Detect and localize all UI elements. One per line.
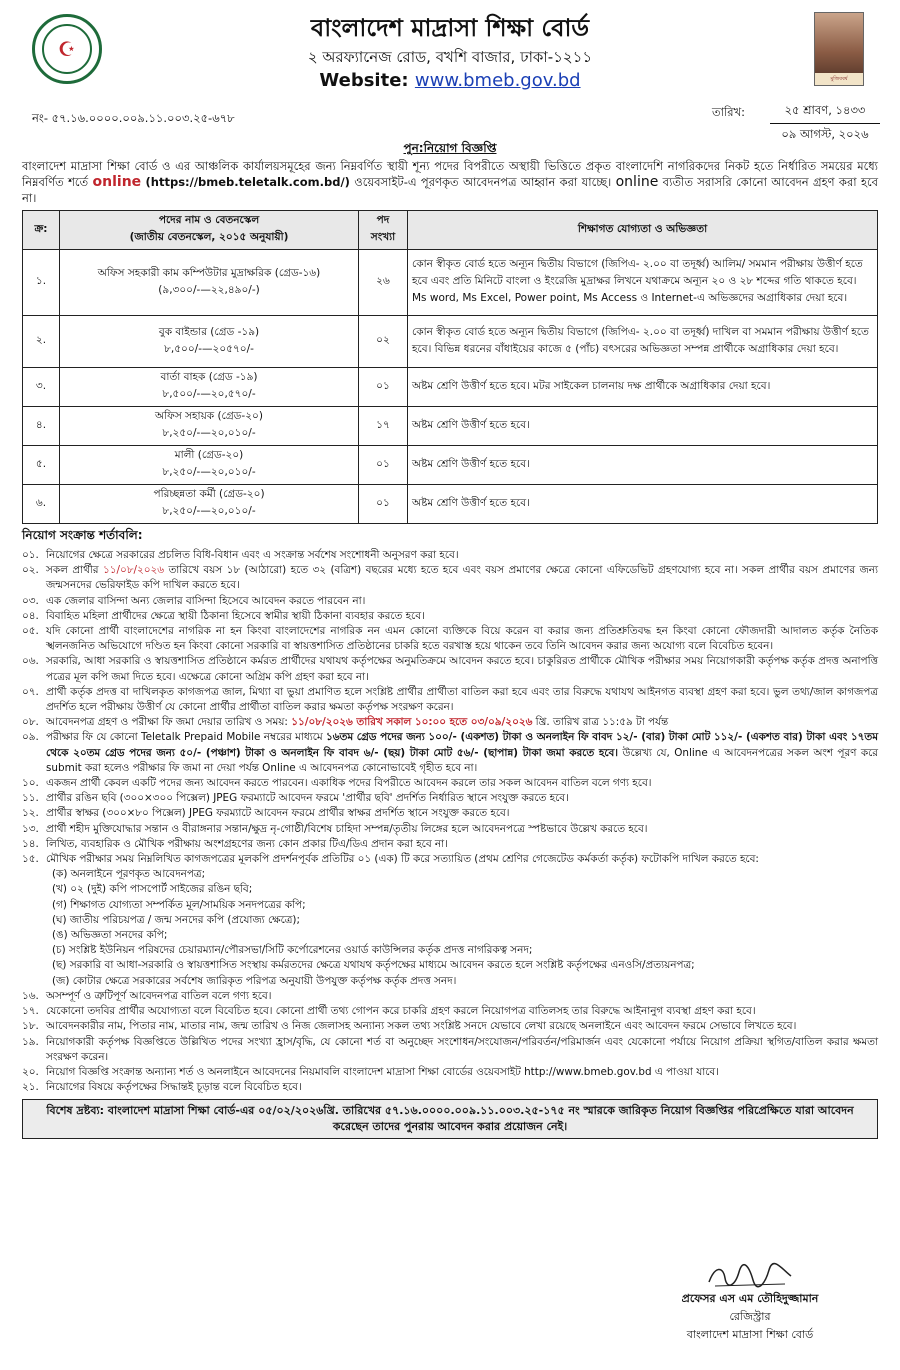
post-scale: (৯,৩০০/-—২২,৪৯০/-) [158, 283, 260, 296]
crescent-logo-icon: ☪ [42, 24, 92, 74]
row-post [60, 407, 359, 446]
post-scale: ৮,৫০০/-—২০,৫৭০/- [162, 388, 256, 400]
term-text: নিয়োগের বিষয়ে কর্তৃপক্ষের সিদ্ধান্তই চূড়ান্ত বলে বিবেচিত হবে। [46, 1081, 302, 1094]
term-number: ১০. [22, 777, 39, 790]
term-text: প্রার্থীর স্বাক্ষর (৩০০×৮০ পিক্সেল) JPEG ফরম্যাটে আবেদন ফরমে প্রার্থীর স্বাক্ষর প্রদর্শিত স্থানে সংযুক্ত করতে হবে। [46, 807, 510, 820]
term-number: ১৭. [22, 1005, 39, 1018]
website-link[interactable]: www.bmeb.gov.bd [414, 70, 581, 91]
term-item [22, 1004, 878, 1019]
row-serial: ১. [23, 250, 60, 316]
term-item [22, 852, 878, 867]
post-name: অফিস সহায়ক (গ্রেড-২০) [155, 410, 263, 422]
term-text: লিখিত, ব্যবহারিক ও মৌখিক পরীক্ষায় অংশগ্রহণের জন্য কোন প্রকার টিএ/ডিএ প্রদান করা হবে না। [46, 837, 448, 850]
website-label: Website: [319, 70, 409, 91]
term-text: বিবাহিত মহিলা প্রার্থীদের ক্ষেত্রে স্থায়ী ঠিকানা হিসেবে স্বামীর স্থায়ী ঠিকানা ব্যবহার করতে হবে। [46, 609, 425, 622]
term-text [46, 730, 878, 776]
header-post [60, 211, 359, 250]
org-website [22, 70, 878, 91]
term-20-a: নিয়োগ বিজ্ঞপ্তি সংক্রান্ত অন্যান্য শর্ত ও অনলাইনে আবেদনের নিয়মাবলি বাংলাদেশ মাদ্রাসা শিক্ষা বোর্ডের ওয়েবসাইট [46, 1065, 521, 1078]
row-count: ০১ [359, 368, 408, 407]
term-item [22, 654, 878, 684]
document-list-item: (ঙ) অভিজ্ঞতা সনদের কপি; [52, 929, 168, 942]
terms-title: নিয়োগ সংক্রান্ত শর্তাবলি: [22, 528, 143, 542]
term-text: মৌখিক পরীক্ষার সময় নিম্নলিখিত কাগজপত্রের মূলকপি প্রদর্শনপূর্বক প্রতিটির ০১ (এক) টি করে সত্যায়িত (প্রথম শ্রেণির গেজেটেড কর্মকর্তা কর্তৃক) ফটোকপি দাখিল করতে হবে: [46, 853, 759, 866]
post-scale: ৮,২৫০/-—২০,০১০/- [162, 466, 256, 478]
table-header-row [23, 211, 878, 250]
term-number: ০৭. [22, 685, 39, 698]
row-serial: ৫. [23, 446, 60, 485]
intro-text-2: ওয়েবসাইট-এ পূরণকৃত আবেদনপত্র আহ্বান করা যাচ্ছে। [354, 175, 612, 189]
term-number: ১৬. [22, 989, 39, 1002]
intro-url[interactable]: (https://bmeb.teletalk.com.bd/) [145, 175, 350, 189]
term-item [22, 1035, 878, 1065]
document-list-item: (জ) কোটার ক্ষেত্রে সরকারের সর্বশেষ জারিকৃত পরিপত্র অনুযায়ী উপযুক্ত কর্তৃপক্ষ কর্তৃক প্রদত্ত সনদ। [52, 974, 457, 987]
row-serial: ২. [23, 316, 60, 368]
term-text [46, 1065, 878, 1080]
term-number: ০১. [22, 549, 39, 561]
term-09-fee: ১৬তম গ্রেড পদের জন্য ১০০/- (একশত) টাকা ও অনলাইন ফি বাবদ ১২/- (বার) টাকা মোট ১১২/- (একশত বার) টাকা এবং ১৭তম থেকে ২০তম গ্রেড পদের জন্য ৫০/- (পঞ্চাশ) টাকা ও অনলাইন ফি বাবদ ৬/- (ছয়) টাকা মোট ৫৬/- (ছাপান্ন) টাকা জমা করতে হবে। [46, 731, 878, 759]
post-name: মালী (গ্রেড-২০) [174, 449, 244, 461]
notice-title: পুন:নিয়োগ বিজ্ঞপ্তি [403, 141, 497, 155]
term-number: ১২. [22, 807, 39, 820]
terms-list [22, 548, 878, 1095]
row-post [60, 316, 359, 368]
term-text [46, 715, 878, 730]
table-row [23, 368, 878, 407]
row-serial: ৪. [23, 407, 60, 446]
header-count: পদ সংখ্যা [359, 211, 408, 250]
row-qualification: অষ্টম শ্রেণি উত্তীর্ণ হতে হবে। [408, 485, 878, 524]
term-text: এক জেলার বাসিন্দা অন্য জেলার বাসিন্দা হিসেবে আবেদন করতে পারবেন না। [46, 594, 366, 607]
term-item [22, 1065, 878, 1080]
org-title: বাংলাদেশ মাদ্রাসা শিক্ষা বোর্ড [310, 14, 590, 42]
term-number: ১৩. [22, 822, 39, 835]
header-serial: ক্র: [23, 211, 60, 250]
term-09-a: পরীক্ষার ফি যে কোনো Teletalk Prepaid Mobile নম্বরের মাধ্যমে [46, 731, 323, 744]
special-note: বিশেষ দ্রষ্টব্য: বাংলাদেশ মাদ্রাসা শিক্ষা বোর্ড-এর ০৫/০২/২০২৬খ্রি. তারিখের ৫৭.১৬.০০০০.০০৯.১১.০০৩.২৫-১৭৫ নং স্মারকে জারিকৃত নিয়োগ বিজ্ঞপ্তির পরিপ্রেক্ষিতে যারা আবেদন করেছেন তাদের পুনরায় আবেদন করার প্রয়োজন নেই। [22, 1099, 878, 1139]
term-item [22, 594, 878, 609]
term-number: ১১. [22, 792, 39, 805]
row-qualification: কোন স্বীকৃত বোর্ড হতে অন্যূন দ্বিতীয় বিভাগে (জিপিএ- ২.০০ বা তদূর্ধ্ব) আলিম/ সমমান পরীক্ষায় উত্তীর্ণ হতে হবে এবং প্রতি মিনিটে বাংলা ও ইংরেজি মুদ্রাক্ষর লিখনে যথাক্রমে অন্যূন ২০ ও ২৮ শব্দের গতি থাকতে হবে। Ms word, Ms Excel, Power point, Ms Access ও Internet-এ অভিজ্ঞদের অগ্রাধিকার দেয়া হবে। [408, 250, 878, 316]
term-item [22, 609, 878, 624]
row-post [60, 485, 359, 524]
term-08-c: খ্রি. তারিখ রাত্র ১১:৫৯ টা পর্যন্ত [535, 716, 669, 729]
term-08-period: ১১/০৮/২০২৬ তারিখ সকাল ১০:০০ হতে ০৩/০৯/২০২৬ [291, 716, 533, 729]
reference-line [22, 100, 878, 140]
date-box [770, 100, 880, 147]
term-number: ২০. [22, 1065, 39, 1078]
term-number: ০৩. [22, 594, 39, 607]
document-list-item: (ঘ) জাতীয় পরিচয়পত্র / জন্ম সনদের কপি (প্রযোজ্য ক্ষেত্রে); [52, 913, 300, 926]
term-text: প্রার্থী কর্তৃক প্রদত্ত বা দাখিলকৃত কাগজপত্র জাল, মিথ্যা বা ভুয়া প্রমাণিত হলে সংশ্লিষ্ট প্রার্থীর প্রার্থীতা বাতিল করা হবে এবং তার বিরুদ্ধে যথাযথ আইনগত ব্যবস্থা গ্রহণ করা হবে। ভুল তথ্য/জাল কাগজপত্র প্রদর্শিত হলে পরীক্ষায় উত্তীর্ণ যে কোনো প্রার্থীর প্রার্থীতা বাতিল করার ক্ষমতা কর্তৃপক্ষ সংরক্ষণ করেন। [46, 685, 878, 714]
term-number: ০৯. [22, 731, 39, 744]
table-row [23, 485, 878, 524]
term-item [22, 822, 878, 837]
header-qualification: শিক্ষাগত যোগ্যতা ও অভিজ্ঞতা [408, 211, 878, 250]
term-number: ০৫. [22, 625, 39, 638]
term-text: যদি কোনো প্রার্থী বাংলাদেশের নাগরিক না হন কিংবা বাংলাদেশের নাগরিক নন এমন কোনো ব্যক্তিকে বিয়ে করেন বা করার জন্য প্রতিশ্রুতিবদ্ধ হন কিংবা কোনো ফৌজদারী আদালত কর্তৃক নৈতিক স্খলনজনিত অভিযোগে দণ্ডিত হন কিংবা কোনো সরকারি বা স্বায়ত্তশাসিত প্রতিষ্ঠানের চাকরি হতে বরখাস্ত হয়ে থাকেন তবে তিনি আবেদন করার জন্য অযোগ্য বলে বিবেচিত হবেন। [46, 625, 878, 653]
term-number: ১৮. [22, 1020, 39, 1033]
term-item [22, 837, 878, 852]
row-qualification: অষ্টম শ্রেণি উত্তীর্ণ হতে হবে। মটর সাইকেল চালনায় দক্ষ প্রার্থীকে অগ্রাধিকার দেয়া হবে। [408, 368, 878, 407]
row-count: ০১ [359, 446, 408, 485]
document-list-item: (ছ) সরকারি বা আধা-সরকারি ও স্বায়ত্তশাসিত সংস্থায় কর্মরতদের ক্ষেত্রে যথাযথ কর্তৃপক্ষের মাধ্যমে আবেদন করতে হলে সংশ্লিষ্ট কর্তৃপক্ষের এনওসি/প্রত্যয়নপত্র; [52, 959, 695, 972]
intro-online-2: online [615, 174, 659, 190]
term-item [22, 989, 878, 1004]
row-qualification: অষ্টম শ্রেণি উত্তীর্ণ হতে হবে। [408, 407, 878, 446]
date-label: তারিখ: [712, 105, 746, 119]
term-item [22, 1080, 878, 1095]
row-post [60, 250, 359, 316]
row-serial: ৬. [23, 485, 60, 524]
row-post [60, 446, 359, 485]
table-row [23, 250, 878, 316]
term-item [22, 715, 878, 730]
term-09-c: উল্লেখ্য যে, Online এ আবেদনপত্রের সকল অংশ পূরণ করে submit করা হলেও পরীক্ষার ফি জমা না দেয়া পর্যন্ত Online এ আবেদনপত্র কোনোভাবেই গৃহীত হবে না। [46, 746, 878, 774]
signature-block [640, 1262, 860, 1344]
term-item [22, 806, 878, 821]
header-post-sub: (জাতীয় বেতনস্কেল, ২০১৫ অনুযায়ী) [129, 231, 289, 243]
portrait-caption: মুজিববর্ষ [815, 73, 863, 85]
row-count: ১৭ [359, 407, 408, 446]
date-bangla: ২৫ শ্রাবণ, ১৪৩৩ [770, 100, 880, 124]
term-item [22, 548, 878, 563]
intro-text-3: ব্যতীত সরাসরি কোনো আবেদন গ্রহণ করা হবে না। [22, 175, 879, 205]
term-item [22, 563, 878, 593]
document-list-item: (গ) শিক্ষাগত যোগ্যতা সম্পর্কিত মূল/সাময়িক সনদপত্রের কপি; [52, 898, 306, 911]
term-text: একজন প্রার্থী কেবল একটি পদের জন্য আবেদন করতে পারবেন। একাধিক পদের বিপরীতে আবেদন করলে তার সকল আবেদন বাতিল বলে গণ্য হবে। [46, 777, 652, 790]
header-post-label: পদের নাম ও বেতনস্কেল [158, 214, 260, 226]
row-count: ০২ [359, 316, 408, 368]
document-list-item: (ক) অনলাইনে পূরণকৃত আবেদনপত্র; [52, 868, 206, 881]
term-number: ১৫. [22, 853, 39, 866]
term-number: ০৪. [22, 609, 39, 622]
term-number: ২১. [22, 1081, 39, 1094]
table-row [23, 316, 878, 368]
term-text: প্রার্থীর রঙিন ছবি (৩০০×৩০০ পিক্সেল) JPEG ফরম্যাটে আবেদন ফরমে 'প্রার্থীর ছবি' প্রদর্শিত নির্ধারিত স্থানে সংযুক্ত করতে হবে। [46, 792, 569, 805]
term-20-b: এ পাওয়া যাবে। [654, 1065, 719, 1078]
row-count: ২৬ [359, 250, 408, 316]
handwritten-signature-icon [705, 1262, 795, 1290]
term-number: ১৪. [22, 837, 39, 850]
notice-intro [22, 158, 878, 206]
term-item [22, 1019, 878, 1034]
term-text: যেকোনো তদবির প্রার্থীর অযোগ্যতা বলে বিবেচিত হবে। কোনো প্রার্থী তথ্য গোপন করে চাকরি গ্রহণ করলে নিয়োগপত্র বাতিলসহ তার বিরুদ্ধে আইনানুগ ব্যবস্থা গ্রহণ করা হবে। [46, 1005, 756, 1018]
signatory-name: প্রফেসর এস এম তৌহিদুজ্জামান [681, 1292, 819, 1305]
term-number: ১৯. [22, 1035, 39, 1048]
post-scale: ৮,২৫০/-—২০,০১০/- [162, 427, 256, 439]
term-02-a: সকল প্রার্থীর [46, 564, 99, 577]
table-row [23, 407, 878, 446]
signatory-organization: বাংলাদেশ মাদ্রাসা শিক্ষা বোর্ড [686, 1328, 814, 1341]
term-number: ০২. [22, 564, 39, 577]
intro-text-1: বাংলাদেশ মাদ্রাসা শিক্ষা বোর্ড ও এর আঞ্চলিক কার্যালয়সমূহের জন্য নিম্নবর্ণিত স্থায়ী শূন্য পদের বিপরীতে অস্থায়ী ভিত্তিতে প্রকৃত বাংলাদেশি নাগরিকদের নিকট হতে নির্ধারিত সময়ের মধ্যে নিম্নবর্ণিত শর্তে [22, 159, 878, 189]
document-list-item: (চ) সংশ্লিষ্ট ইউনিয়ন পরিষদের চেয়ারম্যান/পৌরসভা/সিটি কর্পোরেশনের ওয়ার্ড কাউন্সিলর কর্তৃক প্রদত্ত নাগরিকত্ব সনদ; [52, 944, 533, 957]
row-count: ০১ [359, 485, 408, 524]
term-item [22, 791, 878, 806]
document-list-item: (খ) ০২ (দুই) কপি পাসপোর্ট সাইজের রঙিন ছবি; [52, 883, 253, 896]
org-address: ২ অরফ্যানেজ রোড, বখশি বাজার, ঢাকা-১২১১ [307, 48, 593, 66]
term-20-url[interactable]: http://www.bmeb.gov.bd [524, 1065, 652, 1078]
post-scale: ৮,২৫০/-—২০,০১০/- [162, 505, 256, 517]
term-text: সরকারি, আধা সরকারি ও স্বায়ত্তশাসিত প্রতিষ্ঠানে কর্মরত প্রার্থীদের যথাযথ কর্তৃপক্ষের অনুমতিক্রমে আবেদন করতে হবে। চাকুরিরত প্রার্থীকে মৌখিক পরীক্ষার সময় নিয়োগকারী কর্তৃপক্ষ কর্তৃক প্রদত্ত অনাপত্তি পত্রের মূল কপি জমা দিতে হবে। এক্ষেত্রে কোনো অগ্রিম কপি গ্রহণ করা হবে না। [46, 655, 878, 683]
post-name: অফিস সহকারী কাম কম্পিউটার মুদ্রাক্ষরিক (গ্রেড-১৬) [97, 266, 321, 279]
intro-online: online [92, 174, 142, 190]
row-qualification: অষ্টম শ্রেণি উত্তীর্ণ হতে হবে। [408, 446, 878, 485]
post-name: বুক বাইন্ডার (গ্রেড -১৯) [158, 325, 260, 338]
post-name: বার্তা বাহক (গ্রেড -১৯) [160, 371, 258, 383]
portrait-image [814, 12, 864, 86]
signature-mark [640, 1262, 860, 1290]
post-name: পরিচ্ছন্নতা কর্মী (গ্রেড-২০) [153, 488, 265, 500]
term-number: ০৬. [22, 655, 39, 668]
term-item [22, 776, 878, 791]
signatory-designation: রেজিস্ট্রার [729, 1310, 771, 1323]
date-english: ০৯ আগস্ট, ২০২৬ [781, 127, 869, 141]
term-02-date: ১১/০৮/২০২৬ [102, 564, 164, 577]
post-scale: ৮,৫০০/-—২০৫৭০/- [164, 342, 254, 355]
memo-number: নং- ৫৭.১৬.০০০০.০০৯.১১.০০৩.২৫-৬৭৮ [32, 111, 235, 125]
term-02-b: তারিখে বয়স ১৮ (আঠারো) হতে ৩২ (বত্রিশ) বছরের মধ্যে হতে হবে এবং বয়স প্রমাণের ক্ষেত্রে কোনো এফিডেভিট গ্রহণযোগ্য হবে না। সকল প্রার্থীর বয়স প্রমাণের জন্য জন্মসনদের ভেরিফাইড কপি দাখিল করতে হবে। [46, 564, 878, 592]
term-text: নিয়োগকারী কর্তৃপক্ষ বিজ্ঞপ্তিতে উল্লিখিত পদের সংখ্যা হ্রাস/বৃদ্ধি, যে কোনো শর্ত বা অনুচ্ছেদ সংশোধন/সংযোজন/পরিবর্তন/পরিমার্জন এবং যেকোনো পর্যায়ে নিয়োগ প্রক্রিয়া স্থগিত/বাতিল করার ক্ষমতা সংরক্ষণ করেন। [46, 1035, 878, 1063]
table-row [23, 446, 878, 485]
term-text: নিয়োগের ক্ষেত্রে সরকারের প্রচলিত বিধি-বিধান এবং এ সংক্রান্ত সর্বশেষ সংশোধনী অনুসরণ করা হবে। [46, 549, 459, 561]
row-serial: ৩. [23, 368, 60, 407]
term-item [22, 685, 878, 715]
term-item [22, 730, 878, 776]
term-08-a: আবেদনপত্র গ্রহণ ও পরীক্ষা ফি জমা দেয়ার তারিখ ও সময়: [46, 716, 288, 729]
term-text: প্রার্থী শহীদ মুক্তিযোদ্ধার সন্তান ও বীরাঙ্গনার সন্তান/ক্ষুদ্র নৃ-গোষ্ঠী/বিশেষ চাহিদা সম্পন্ন/তৃতীয় লিঙ্গের হলে আবেদনপত্রে স্পষ্টভাবে উল্লেখ করতে হবে। [46, 822, 648, 835]
term-text [46, 563, 878, 593]
term-number: ০৮. [22, 716, 39, 729]
term-text: অসম্পূর্ণ ও ত্রুটিপূর্ণ আবেদনপত্র বাতিল বলে গণ্য হবে। [46, 989, 272, 1002]
letterhead [22, 0, 878, 100]
term-item [22, 624, 878, 654]
term-text: আবেদনকারীর নাম, পিতার নাম, মাতার নাম, জন্ম তারিখ ও নিজ জেলাসহ অন্যান্য সকল তথ্য সংশ্লিষ্ট সনদে যেভাবে লেখা রয়েছে অনলাইনে এবং আবেদন ফরমে সেভাবে লিখতে হবে। [46, 1020, 797, 1033]
row-qualification: কোন স্বীকৃত বোর্ড হতে অন্যূন দ্বিতীয় বিভাগে (জিপিএ- ২.০০ বা তদূর্ধ্ব) দাখিল বা সমমান পরীক্ষায় উত্তীর্ণ হতে হবে। বিভিন্ন ধরনের বাঁধাইয়ের কাজে ৫ (পাঁচ) বৎসরের অভিজ্ঞতা সম্পন্ন প্রার্থীকে অগ্রাধিকার দেয়া হবে। [408, 316, 878, 368]
row-post [60, 368, 359, 407]
posts-table [22, 210, 878, 524]
